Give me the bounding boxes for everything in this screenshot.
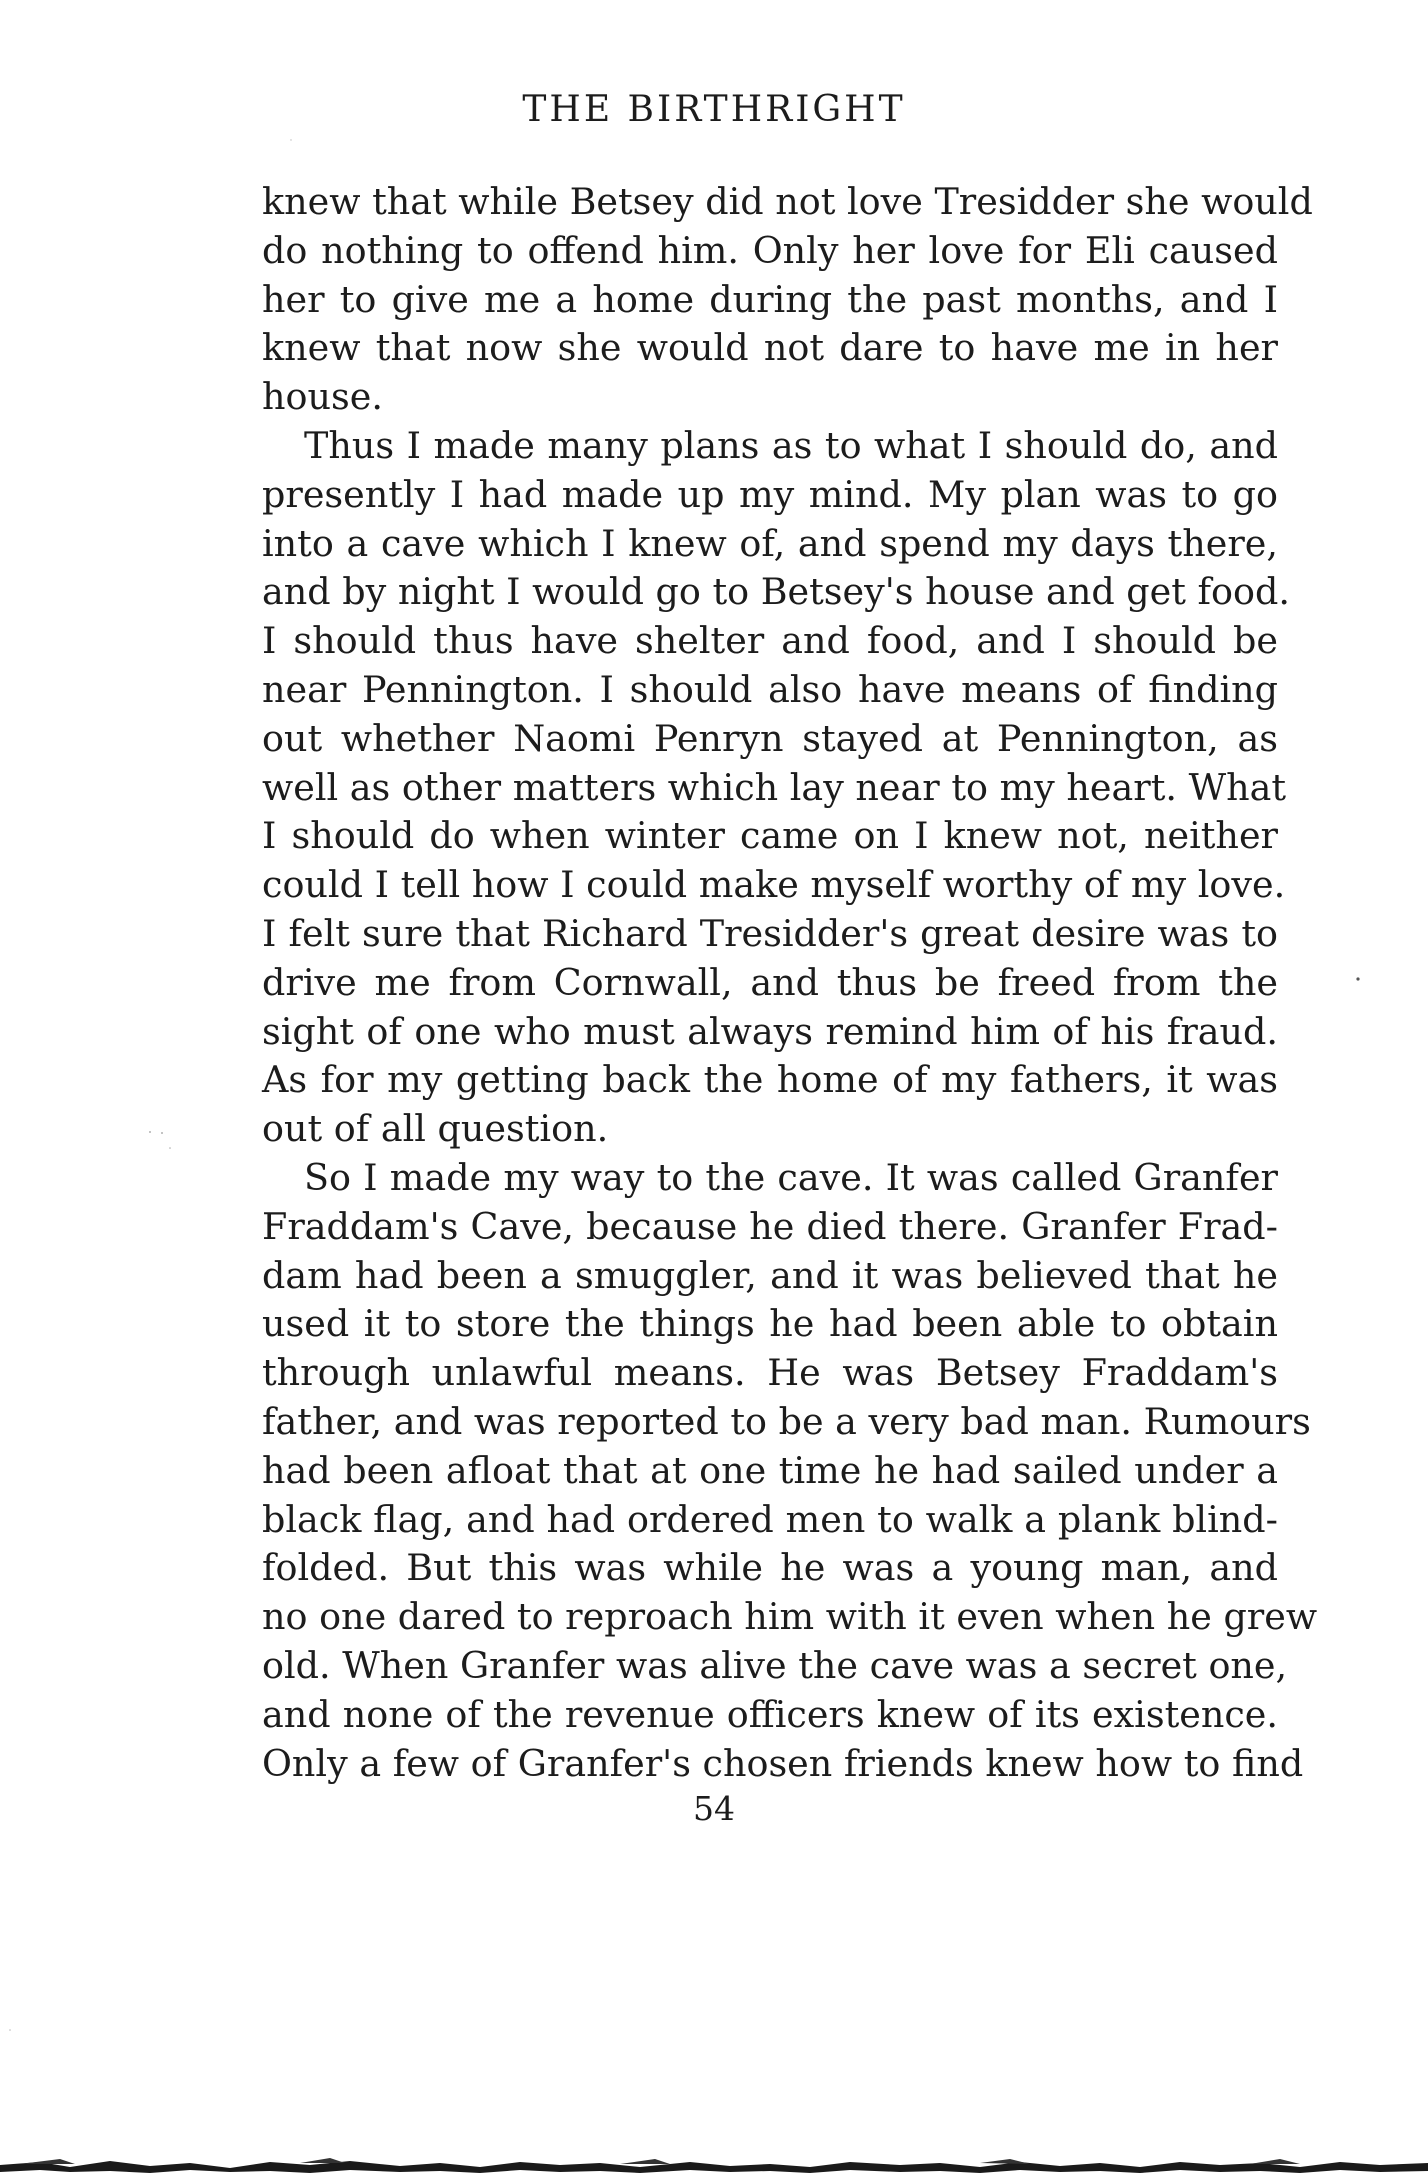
text-line: do nothing to offend him. Only her love for Eli caused bbox=[262, 228, 1278, 272]
text-line: near Pennington. I should also have means of finding bbox=[262, 667, 1278, 711]
text-line: So I made my way to the cave. It was called Granfer bbox=[304, 1155, 1278, 1199]
text-line: out whether Naomi Penryn stayed at Pennington, as bbox=[262, 716, 1278, 760]
text-line: and none of the revenue officers knew of its existence. bbox=[262, 1692, 1278, 1736]
text-line: could I tell how I could make myself worthy of my love. bbox=[262, 863, 1286, 907]
text-line: presently I had made up my mind. My plan was to go bbox=[262, 472, 1278, 516]
text-line: through unlawful means. He was Betsey Fraddam's bbox=[262, 1351, 1278, 1395]
text-line: used it to store the things he had been able to obtain bbox=[262, 1302, 1278, 1346]
text-line: father, and was reported to be a very bad man. Rumours bbox=[262, 1399, 1311, 1443]
text-line: and by night I would go to Betsey's house and get food. bbox=[262, 570, 1290, 614]
text-line: I should thus have shelter and food, and I should be bbox=[262, 619, 1278, 663]
text-line: black flag, and had ordered men to walk a plank blind- bbox=[262, 1497, 1278, 1541]
text-line: Thus I made many plans as to what I should do, and bbox=[304, 423, 1278, 467]
text-line: folded. But this was while he was a young man, and bbox=[262, 1546, 1278, 1590]
text-line: Fraddam's Cave, because he died there. Granfer Frad- bbox=[262, 1204, 1278, 1248]
running-head: THE BIRTHRIGHT bbox=[522, 89, 906, 130]
text-line: drive me from Cornwall, and thus be freed from the bbox=[262, 960, 1278, 1004]
text-line: out of all question. bbox=[262, 1107, 609, 1151]
text-line: I felt sure that Richard Tresidder's great desire was to bbox=[262, 911, 1278, 955]
text-line: house. bbox=[262, 375, 383, 419]
scan-edge-bottom bbox=[0, 2153, 1428, 2175]
text-line: no one dared to reproach him with it even when he grew bbox=[262, 1595, 1318, 1639]
text-line: her to give me a home during the past months, and I bbox=[262, 277, 1278, 321]
text-line: knew that while Betsey did not love Tresidder she would bbox=[262, 180, 1313, 223]
text-line: knew that now she would not dare to have me in her bbox=[262, 326, 1278, 370]
text-line: into a cave which I knew of, and spend my days there, bbox=[262, 521, 1278, 565]
text-line: sight of one who must always remind him of his fraud. bbox=[262, 1009, 1278, 1053]
text-line: I should do when winter came on I knew not, neither bbox=[262, 814, 1278, 858]
text-line: old. When Granfer was alive the cave was a secret one, bbox=[262, 1643, 1288, 1687]
text-line: well as other matters which lay near to my heart. What bbox=[262, 765, 1287, 809]
text-line: As for my getting back the home of my fathers, it was bbox=[262, 1058, 1278, 1102]
text-line: dam had been a smuggler, and it was believed that he bbox=[262, 1253, 1278, 1297]
text-line: Only a few of Granfer's chosen friends knew how to find bbox=[262, 1741, 1304, 1785]
page-number: 54 bbox=[693, 1789, 735, 1828]
text-line: had been afloat that at one time he had sailed under a bbox=[262, 1448, 1278, 1492]
body-text bbox=[262, 178, 1318, 1788]
